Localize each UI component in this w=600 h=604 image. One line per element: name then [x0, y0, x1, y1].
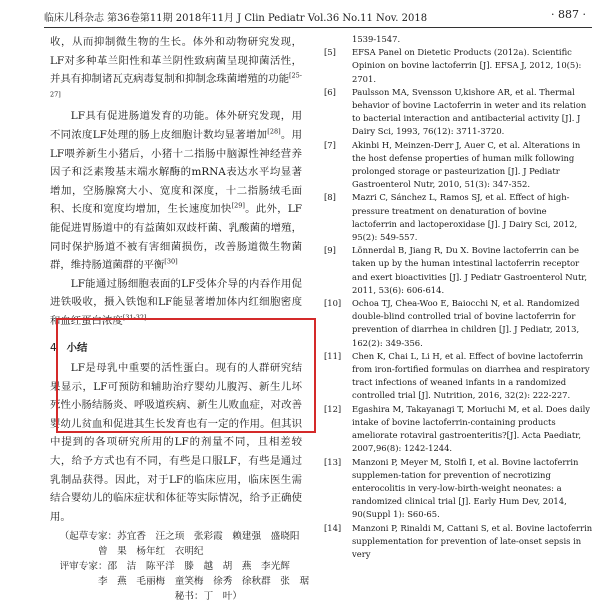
credit-line: 李 燕 毛丽梅 童笑梅 徐秀 徐秋群 张 琚 — [98, 576, 310, 588]
reference-item: [12] Egashira M, Takayanagi T, Moriuchi M, et al. Does daily intake of bovine lactoferrin-containing products ameliorate rotaviral gastroenteritis?[J]. Acta Paediatr, 2007,96(8): 1242-1244. — [324, 403, 590, 454]
reference-item: [5] EFSA Panel on Dietetic Products (2012a). Scientific Opinion on bovine lactoferrin [J]. EFSA J, 2012, 10(5): 2701. — [324, 47, 582, 84]
reference-item: [6] Paulsson MA, Svensson U,kishore AR, et al. Thermal behavior of bovine Lactoferrin in weter and its relation to bacterial interaction and antibacterial activity [J]. J Dairy Sci, 1993, 76(12): 3711-3720. — [324, 86, 587, 137]
credit-line: 秘书：丁 叶） — [174, 591, 242, 603]
reference-list — [324, 33, 594, 561]
section-number: 4 — [50, 341, 57, 354]
left-column — [50, 33, 310, 604]
reference-item: [13] Manzoni P, Meyer M, Stolfi I, et al. Bovine lactoferrin supplemen-tation for prevention of necrotizing enterocolitis in very-low-birth-weight neonates: a randomized clinical trial [J]. Early Hum Dev, 2014, 90(Suppl 1): S60-65. — [324, 456, 579, 520]
credit-line: 曾 果 杨年红 衣明纪 — [98, 546, 204, 558]
section-heading — [50, 339, 302, 358]
citation: [28] — [267, 127, 281, 136]
paragraph-iron: LF能通过肠细胞表面的LF受体介导的内吞作用促进铁吸收，摄入铁饱和LF能显著增加体内红细胞密度和血红蛋白浓度[31-32] — [50, 277, 302, 327]
header-rule — [44, 27, 592, 28]
credit-line: 评审专家：邵 洁 陈平洋 滕 越 胡 燕 李光辉 — [59, 561, 290, 573]
page-number: · 887 · — [551, 8, 586, 21]
reference-item: [8] Mazri C, Sánchez L, Ramos SJ, et al. Effect of high-pressure treatment on denaturation of bovine lactoferrin and lactoperoxidase [J]. J Dairy Sci, 2012, 95(2): 549-557. — [324, 192, 578, 243]
paragraph-antimicrobial: 收，从而抑制微生物的生长。体外和动物研究发现，LF对多种革兰阳性和革兰阴性致病菌呈现抑菌活性，并具有抑制诸瓦克病毒复制和抑制念珠菌增殖的功能[25-27] — [50, 36, 302, 99]
citation: [29] — [231, 201, 245, 210]
section-title: 小结 — [66, 341, 88, 354]
paragraph-intestinal: LF具有促进肠道发育的功能。体外研究发现，用不同浓度LF处理的肠上皮细胞计数均显著增加[28]。用LF喂养新生小猪后，小猪十二指肠中脑源性神经营养因子和泛素羧基末端水解酶的mRNA表达水平均显著增加，空肠腺窝大小、宽度和深度，十二指肠绒毛面积、长度和宽度均增加，生长速度加快[29]。此外，LF能促进胃肠道中的有益菌如双歧杆菌、乳酸菌的增殖，同时保护肠道不被有害细菌损伤，改善肠道微生物菌群，维持肠道菌群的平衡[30] — [50, 110, 303, 272]
reference-item: [14] Manzoni P, Rinaldi M, Cattani S, et al. Bovine lactoferrin supplementation for prevention of late-onset sepsis in very — [324, 522, 593, 559]
citation: [31-32] — [122, 313, 147, 322]
reference-item: [11] Chen K, Chai L, Li H, et al. Effect of bovine lactoferrin from iron-fortified formulas on diarrhea and respiratory tract infections of weaned infants in a randomized controlled trial [J]. Nutrition, 2016, 32(2): 222-227. — [324, 350, 590, 401]
reference-item: [9] Lönnerdal B, Jiang R, Du X. Bovine lactoferrin can be taken up by the human intestinal lactoferrin receptor and exert bioactivities [J]. J Pediatr Gastroenterol Nutr, 2011, 53(6): 606-614. — [324, 245, 588, 295]
journal-citation: 临床儿科杂志 第36卷第11期 2018年11月 J Clin Pediatr Vol.36 No.11 Nov. 2018 — [44, 13, 428, 24]
credit-line: （起草专家：苏宜香 汪之顼 张彩霞 赖建强 盛晓阳 — [59, 531, 300, 543]
reference-item: [7] Akinbi H, Meinzen-Derr J, Auer C, et al. Alterations in the host defense properties of human milk following prolonged storage or pasteurization [J]. J Pediatr Gastroenterol Nutr, 2010, 51(3): 347-352. — [324, 139, 581, 190]
running-header — [0, 0, 600, 30]
citation: [25-27] — [50, 71, 302, 99]
expert-credits — [50, 529, 310, 604]
reference-item: [10] Ochoa TJ, Chea-Woo E, Baiocchi N, et al. Randomized double-blind controlled trial of bovine lactoferrin for prevention of diarrhea in children [J]. J Pediatr, 2013, 162(2): 349-356. — [324, 298, 580, 348]
reference-continuation: 1539-1547. — [352, 34, 401, 44]
paragraph-summary: LF是母乳中重要的活性蛋白。现有的人群研究结果显示，LF可预防和辅助治疗婴幼儿腹泻、新生儿坏死性小肠结肠炎、呼吸道疾病、新生儿败血症，对改善婴幼儿贫血和促进其生长发育也有一定的作用。但其识中提到的各项研究所用的LF的剂量不同，且相差较大，给予方式也有不同，有些是口服LF，有些是通过乳制品获得。因此，对于LF的临床应用，临床医生需结合婴幼儿的临床症状和体征等实际情况，给予正确使用。 — [50, 362, 302, 523]
citation: [30] — [164, 257, 178, 266]
